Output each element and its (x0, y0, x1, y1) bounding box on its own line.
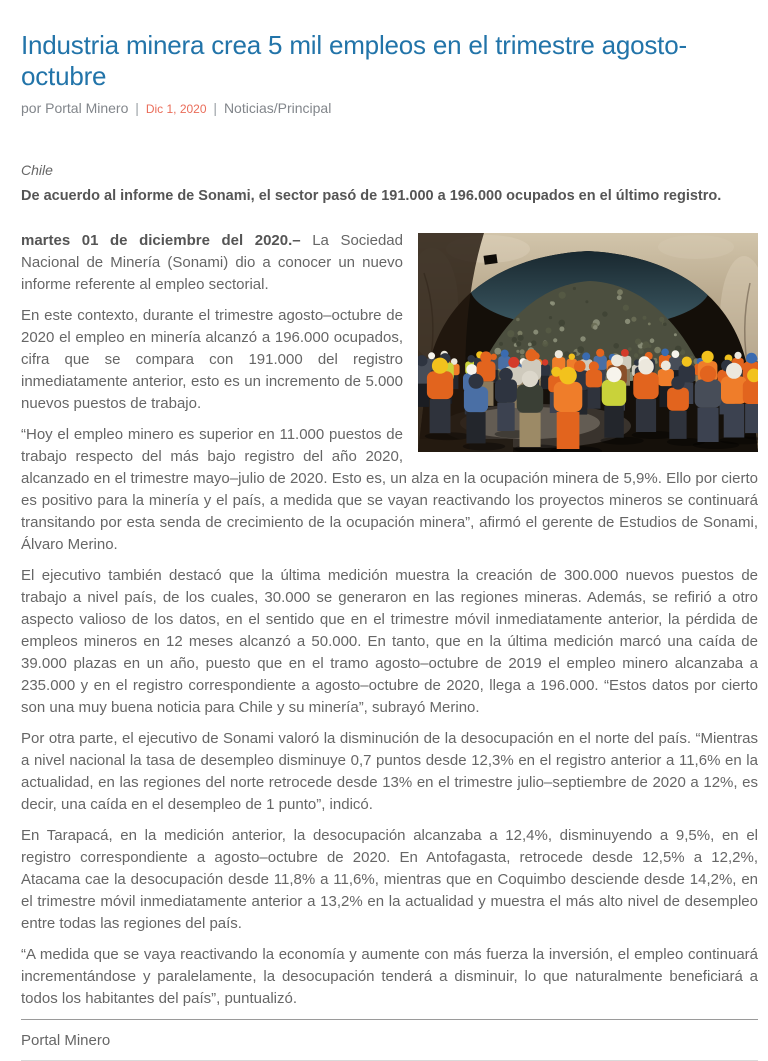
paragraph-4: El ejecutivo también destacó que la última medición muestra la creación de 300.000 nuevos puestos de trabajo a nivel país, de los cuales, 30.000 se generaron en las regiones mineras. Además, se refirió a otro aspecto valioso de los datos, en el sentido que en el trimestre móvil inmediatamente anterior, la pérdida de empleos mineros en 12 meses alcanzó a 50.000. En tanto, que en la última medición marcó una caída de 39.000 plazas en un año, puesto que en el tramo agosto–octubre de 2019 el empleo minero alcanzaba a 235.000 y en el registro correspondiente a agosto–octubre de 2020, llega a 196.000. “Estos datos por cierto son una muy buena noticia para Chile y su minería”, subrayó Merino. (21, 567, 758, 716)
paragraph-1: martes 01 de diciembre del 2020.– La Sociedad Nacional de Minería (Sonami) dio a conocer un nuevo informe referente al empleo sectorial. (21, 232, 403, 293)
author-link[interactable]: Portal Minero (45, 100, 129, 116)
paragraph-5: Por otra parte, el ejecutivo de Sonami valoró la disminución de la desocupación en el norte del país. “Mientras a nivel nacional la tasa de desempleo disminuye 0,7 puntos desde 12,3% en el registro anterior a 11,6% en la actualidad, en las regiones del norte retrocede desde 13% en el trimestre julio–septiembre de 2020 a 12%, es decir, una caída en el desempleo de 1 punto”, indicó. (21, 730, 758, 813)
byline-separator: | (213, 100, 218, 116)
location-label: Chile (21, 162, 53, 178)
paragraph-2: En este contexto, durante el trimestre agosto–octubre de 2020 el empleo en minería alcanzó a 196.000 ocupados, cifra que se compara con 191.000 del registro inmediatamente anterior, esto es un incremento de 5.000 nuevos puestos de trabajo. (21, 307, 403, 412)
article-title: Industria minera crea 5 mil empleos en el trimestre agosto-octubre (21, 30, 687, 91)
mine-tunnel-photo (418, 233, 758, 452)
byline (21, 100, 758, 116)
paragraph-date: martes 01 de diciembre del 2020.– (21, 232, 301, 249)
tunnel-lamp (484, 254, 498, 265)
footer-author: Portal Minero (21, 1032, 111, 1049)
byline-prefix: por (21, 100, 42, 116)
category-link[interactable]: Noticias/Principal (223, 100, 332, 116)
divider (21, 1019, 758, 1020)
article-body (21, 230, 758, 1010)
post-date: Dic 1, 2020 (145, 102, 207, 116)
paragraph-3: “Hoy el empleo minero es superior en 11.000 puestos de trabajo respecto del más bajo registro del año 2020, alcanzado en el trimestre mayo–julio de 2020. Esto es, un alza en la ocupación minera de 5,9%. Ello por cierto es positivo para la minería y el país, a medida que se vayan reactivando los proyectos mineros se continuará transitando por esta senda de crecimiento de la ocupación minera”, afirmó el gerente de Estudios de Sonami, Álvaro Merino. (21, 426, 758, 553)
paragraph-7: “A medida que se vaya reactivando la economía y aumente con más fuerza la inversión, el empleo continuará incrementándose y paralelamente, la desocupación tenderá a disminuir, lo que naturalmente beneficiará a todos los habitantes del país”, puntualizó. (21, 946, 758, 1007)
byline-separator: | (135, 100, 139, 116)
article-lead: De acuerdo al informe de Sonami, el sector pasó de 191.000 a 196.000 ocupados en el último registro. (21, 188, 722, 204)
paragraph-6: En Tarapacá, en la medición anterior, la desocupación alcanzaba a 12,4%, disminuyendo a 9,5%, en el registro correspondiente a agosto–octubre de 2020. En Antofagasta, retrocede desde 12,5% a 12,2%, Atacama cae la desocupación desde 11,8% a 11,6%, mientras que en Coquimbo desciende desde 14,2%, en el trimestre móvil inmediatamente anterior a 13,2% en la actualidad y muestra el más alto nivel de desempleo entre todas las regiones del país. (21, 827, 758, 932)
